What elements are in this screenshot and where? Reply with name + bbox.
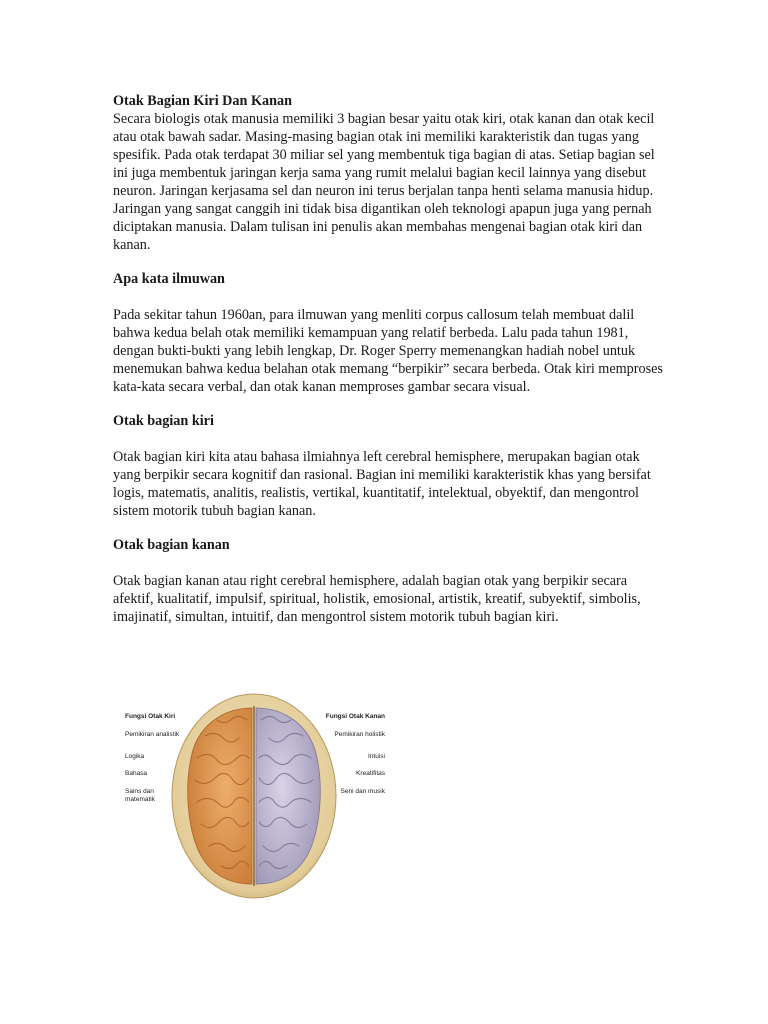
intro-paragraph: Secara biologis otak manusia memiliki 3 bagian besar yaitu otak kiri, otak kanan dan otak kecil atau otak bawah sadar. Masing-masing bagian otak ini memiliki karakteristik dan tugas yang spesifik. Pada otak terdapat 30 miliar sel yang membentuk tiga bagian di atas. Setiap bagian sel ini juga membentuk jaringan kerja sama yang rumit melalui bagian kecil lainnya yang disebut neuron. Jaringan kerjasama sel dan neuron ini terus berjalan tanpa henti selama manusia hidup. Jaringan yang sangat canggih ini tidak bisa digantikan oleh teknologi apapun juga yang pernah diciptakan manusia. Dalam tulisan ini penulis akan membahas mengenai bagian otak kiri dan kanan. <box>113 111 655 253</box>
section-body-ilmuwan: Pada sekitar tahun 1960an, para ilmuwan yang menliti corpus callosum telah membuat dalil bahwa kedua belah otak memiliki kemampuan yang relatif berbeda. Lalu pada tahun 1981, dengan bukti-bukti yang lebih lengkap, Dr. Roger Sperry memenangkan hadiah nobel untuk menemukan bahwa kedua belahan otak memang “berpikir” secara berbeda. Otak kiri memproses kata-kata secara verbal, dan otak kanan memproses gambar secara visual. <box>113 307 663 395</box>
left-fig-item: Sains dan matematik <box>125 788 155 803</box>
right-fig-item: Pemikiran holistik <box>334 731 385 738</box>
right-fig-item: Seni dan musik <box>340 788 385 795</box>
section-heading-ilmuwan: Apa kata ilmuwan <box>113 271 225 287</box>
left-fig-title: Fungsi Otak Kiri <box>125 713 176 720</box>
section-body-otak-kanan: Otak bagian kanan atau right cerebral hemisphere, adalah bagian otak yang berpikir secara afektif, kualitatif, impulsif, spiritual, holistik, emosional, artistik, kreatif, subyektif, simbolis, imajinatif, simultan, intuitif, dan mengontrol sistem motorik tubuh bagian kiri. <box>113 573 641 625</box>
brain-figure <box>113 686 395 912</box>
right-fig-title: Fungsi Otak Kanan <box>325 713 385 720</box>
left-fig-item: Bahasa <box>125 770 148 777</box>
section-body-otak-kiri: Otak bagian kiri kita atau bahasa ilmiahnya left cerebral hemisphere, merupakan bagian otak yang berpikir secara kognitif dan rasional. Bagian ini memiliki karakteristik khas yang bersifat logis, matematis, analitis, realistis, vertikal, kuantitatif, intelektual, obyektif, dan mengontrol sistem motorik tubuh bagian kanan. <box>113 449 651 519</box>
right-fig-item: Kreatifitas <box>356 770 385 777</box>
document-page <box>113 92 663 626</box>
section-heading-otak-kanan: Otak bagian kanan <box>113 537 230 553</box>
right-fig-item: Intuisi <box>368 753 385 760</box>
left-fig-item: Logika <box>125 753 145 760</box>
left-fig-item: Pemikiran analistik <box>125 731 180 738</box>
section-heading-otak-kiri: Otak bagian kiri <box>113 413 214 429</box>
article-title: Otak Bagian Kiri Dan Kanan <box>113 93 292 109</box>
